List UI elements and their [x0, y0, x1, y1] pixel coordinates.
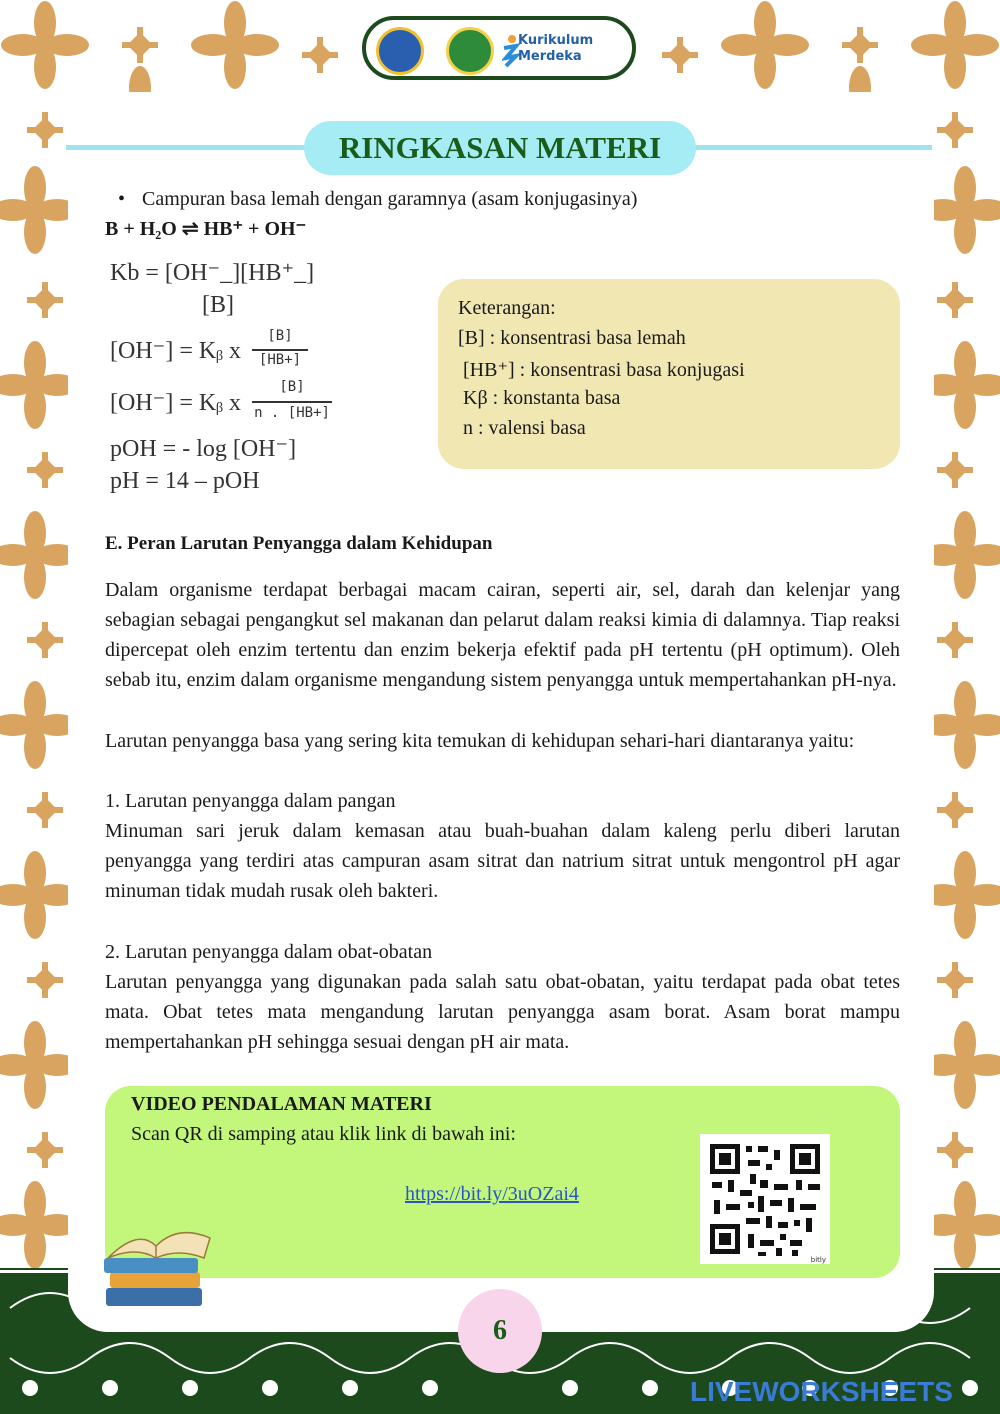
kb-formula: Kb = [OH⁻_][HB⁺_] [110, 260, 315, 286]
header-logos [362, 16, 636, 80]
kurikulum-merdeka-logo-text: Kurikulum Merdeka [518, 33, 594, 64]
video-title: VIDEO PENDALAMAN MATERI [131, 1093, 432, 1115]
poh-formula: pOH = - log [OH⁻] [110, 436, 297, 462]
oh-formula-1-fraction-bar [252, 349, 308, 351]
qr-caption: bitly [810, 1256, 826, 1264]
ph-formula: pH = 14 – pOH [110, 468, 260, 494]
section-heading: E. Peran Larutan Penyangga dalam Kehidupan [105, 533, 493, 554]
bullet-dot: • [118, 188, 126, 210]
list-item-title: 1. Larutan penyangga dalam pangan [105, 790, 396, 812]
paragraph: Dalam organisme terdapat berbagai macam cairan, seperti air, sel, darah dan kelenjar yang sebagian sebagai pengangkut sel makanan dan pelarut dalam reaksi kimia di dalamnya. Tiap reaksi dipercepat oleh enzim tertentu dan enzim bekerja efektif pada pH tertentu (pH optimum). Oleh sebab itu, enzim dalam organisme mengandung sistem penyangga untuk mempertahankan pH-nya. [105, 579, 900, 691]
paragraph: Larutan penyangga basa yang sering kita temukan di kehidupan sehari-hari diantaranya yaitu: [105, 730, 855, 752]
books-illustration [98, 1218, 216, 1314]
page-number: 6 [458, 1289, 542, 1373]
reaction-equation: B + H₂O ⇌ HB⁺ + OH⁻ [105, 218, 307, 240]
paragraph: Larutan penyangga yang digunakan pada salah satu obat-obatan, yaitu terdapat pada obat tetes mata. Obat tetes mata mengandung larutan penyangga asam borat. Asam borat mampu mempertahankan pH sehingga sesuai dengan pH air mata. [105, 971, 900, 1053]
regional-emblem-logo [446, 27, 494, 75]
oh-formula-2: [OH⁻] = Kᵦ x [110, 390, 241, 416]
tut-wuri-logo [376, 27, 424, 75]
keterangan-box [438, 279, 900, 469]
keterangan-item: n : valensi basa [463, 417, 586, 439]
keterangan-item: [HB⁺] : konsentrasi basa konjugasi [463, 359, 745, 381]
page-title: RINGKASAN MATERI [304, 121, 696, 175]
oh-formula-1-numerator: [B] [267, 328, 293, 344]
oh-formula-2-numerator: [B] [279, 379, 305, 395]
paragraph: Minuman sari jeruk dalam kemasan atau buah-buahan dalam kaleng perlu diberi larutan penyangga yang terdiri atas campuran asam sitrat dan natrium sitrat untuk mengontrol pH agar minuman tidak mudah rusak oleh bakteri. [105, 820, 900, 902]
keterangan-title: Keterangan: [458, 297, 556, 319]
oh-formula-1: [OH⁻] = Kᵦ x [110, 338, 241, 364]
video-subtitle: Scan QR di samping atau klik link di bawah ini: [131, 1123, 516, 1145]
qr-code-icon [700, 1134, 830, 1264]
keterangan-item: Kβ : konstanta basa [463, 387, 621, 409]
video-link[interactable]: https://bit.ly/3uOZai4 [405, 1183, 579, 1205]
oh-formula-1-denominator: [HB+] [258, 352, 302, 368]
oh-formula-2-fraction-bar [252, 401, 332, 403]
oh-formula-2-denominator: n . [HB+] [254, 405, 330, 421]
kb-formula-denominator: [B] [202, 292, 234, 318]
keterangan-item: [B] : konsentrasi basa lemah [458, 327, 686, 349]
qr-code[interactable] [700, 1134, 830, 1264]
liveworksheets-watermark: LIVEWORKSHEETS [690, 1376, 953, 1407]
list-item-title: 2. Larutan penyangga dalam obat-obatan [105, 941, 433, 963]
intro-bullet: Campuran basa lemah dengan garamnya (asam konjugasinya) [142, 188, 638, 210]
